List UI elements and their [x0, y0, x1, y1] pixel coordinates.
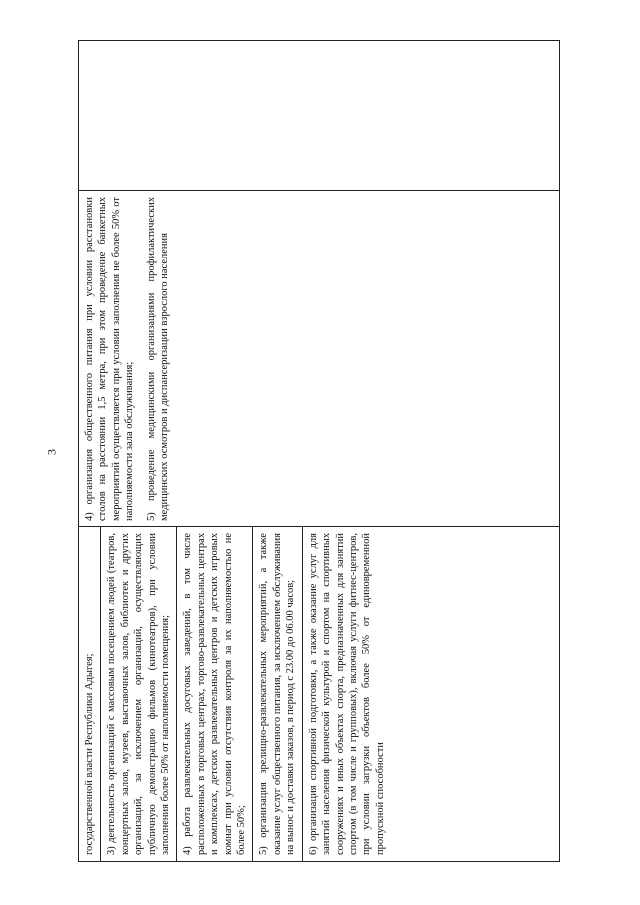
row-divider [248, 533, 257, 855]
table-column-conditions [79, 191, 175, 527]
restriction-item: 4) работа развлекательных досуговых заведений, в том числе расположенных в торговых центрах, торгово-развлекательных центрах и комплексах, детских развлекательных центров и детских игровых комнат при условии отсутствия контроля за их наполняемостью не более 50%; [182, 533, 248, 855]
row-divider [298, 533, 307, 855]
restriction-item: 5) организация зрелищно-развлекательных мероприятий, а также оказание услуг общественного питания, за исключением обслуживания на вынос и доставки заказов, в период с 23.00 до 06.00 часов; [258, 533, 297, 855]
condition-item: 5) проведение медицинскими организациями профилактических медицинских осмотров и диспансеризации взрослого населения [145, 197, 171, 521]
restriction-item: 3) деятельность организаций с массовым посещением людей (театров, концертных залов, музеев, выставочных залов, библиотек и других организаций, за исключением организаций, осуществляющих публичную демонстрацию фильмов (кинотеатров), при условии заполнения более 50% от наполняемости помещения; [106, 533, 172, 855]
page-number: 3 [44, 449, 59, 455]
table-column-restrictions [79, 527, 391, 861]
row-divider [172, 533, 181, 855]
restriction-item: 6) организация спортивной подготовки, а также оказание услуг для занятий населения физической культурой и спортом на спортивных сооружениях и иных объектах спорта, предназначенных для занятий спортом (в том числе и групповых), включая услуги фитнес-центров, при условии загрузки объектов более 50% от единовременной пропускной способности [307, 533, 386, 855]
rotated-table-container [78, 40, 560, 862]
spacer [137, 197, 145, 521]
row-divider [96, 533, 105, 855]
condition-item: 4) организация общественного питания при условии расстановки столов на расстоянии 1,5 метра, при этом проведение банкетных мероприятий осуществляется при условии заполнения не более 50% от наполняемости зала обслуживания; [84, 197, 136, 521]
data-table [78, 40, 560, 862]
restriction-item: государственной власти Республики Адыгея; [84, 653, 95, 855]
